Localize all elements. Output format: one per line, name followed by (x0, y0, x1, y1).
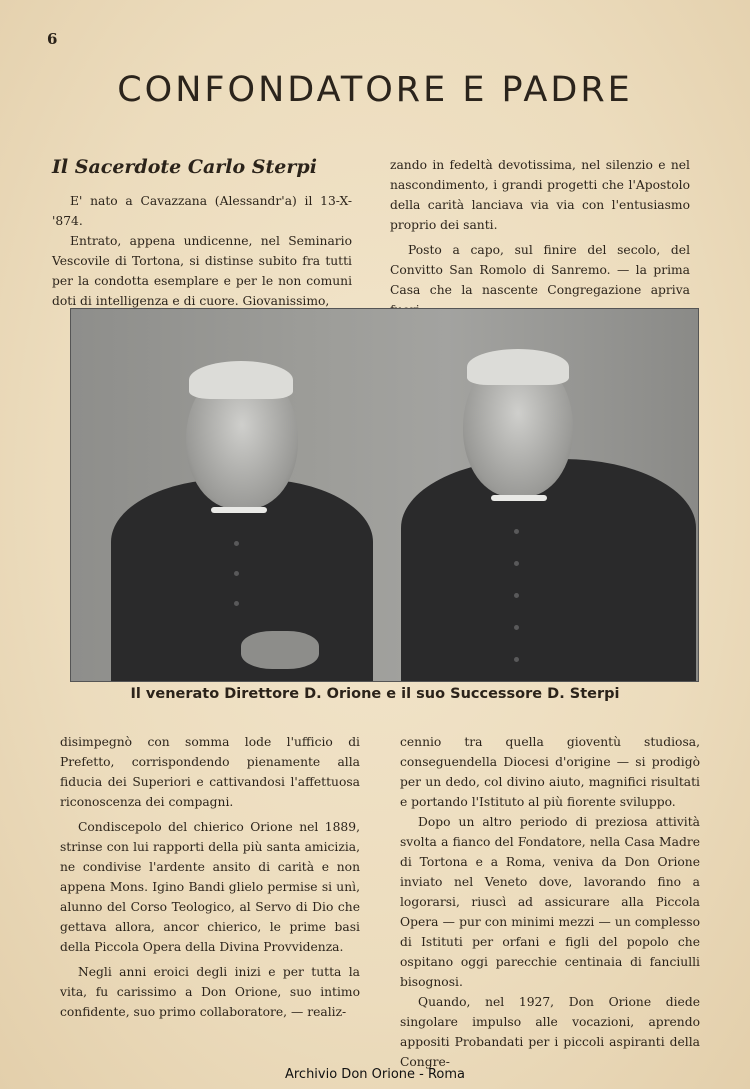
paragraph: Dopo un altro periodo di preziosa attività svolta a fianco del Fondatore, nella Casa Madre di Tortona e a Roma, veniva da Don Orione inviato nel Veneto dove, lavorando fino a logorarsi, riuscì ad assicurare alla Piccola Opera — pur con minimi mezzi — un complesso di Istituti per orfani e figli del popolo che ospitano oggi parecchie centinaia di fanciulli bisognosi. (400, 815, 700, 989)
paragraph: Negli anni eroici degli inizi e per tutta la vita, fu carissimo a Don Orione, suo intimo confidente, suo primo collaboratore, — realiz- (60, 965, 360, 1019)
paragraph: zando in fedeltà devotissima, nel silenzio e nel nascondimento, i grandi progetti che l'Apostolo della carità lanciava via via con l'entusiasmo proprio dei santi. (390, 158, 690, 232)
paragraph: cennio tra quella gioventù studiosa, conseguendella Diocesi d'origine — si prodigò per un dedo, col divino aiuto, magnifici risultati e portando l'Istituto al più fiorente sviluppo. (400, 735, 700, 809)
paragraph: Posto a capo, sul finire del secolo, del Convitto San Romolo di Sanremo. — la prima Casa che la nascente Congregazione apriva (390, 243, 690, 297)
page-title: CONFONDATORE E PADRE (117, 70, 633, 110)
article-subtitle: Il Sacerdote Carlo Sterpi (52, 156, 317, 178)
paragraph: E' nato a Cavazzana (Alessandr'a) il 13-X-'874. (52, 194, 352, 228)
article-column-top-right (390, 155, 690, 320)
priest-figure-left (71, 309, 381, 681)
page-number: 6 (47, 30, 58, 48)
portrait-photograph (70, 308, 699, 682)
archive-footer: Archivio Don Orione - Roma (284, 1067, 466, 1082)
paragraph: Quando, nel 1927, Don Orione diede singolare impulso alle vocazioni, aprendo appositi Probandati per i piccoli aspiranti della Congre- (400, 995, 700, 1069)
paragraph: Condiscepolo del chierico Orione nel 1889, strinse con lui rapporti della più santa amicizia, ne condivise l'ardente ansito di carità e non appena Mons. Igino Bandi glielo permise si unì, alunno del Corso Teologico, al Servo di Dio che gettava allora, ancor chierico, le prime basi della Piccola Opera della Divina Provvidenza. (60, 820, 360, 954)
article-column-top-left (52, 155, 352, 311)
photo-caption: Il venerato Direttore D. Orione e il suo Successore D. Sterpi (130, 686, 620, 702)
article-column-bottom-left (60, 732, 360, 1022)
paragraph: Entrato, appena undicenne, nel Seminario Vescovile di Tortona, si distinse subito fra tutti per la condotta esemplare e per le non comuni doti di intelligenza e di cuore. Giovanissimo, (52, 234, 352, 308)
article-column-bottom-right (400, 732, 700, 1072)
paragraph: disimpegnò con somma lode l'ufficio di Prefetto, corrispondendo pienamente alla fiducia dei Superiori e cattivandosi l'affettuosa riconoscenza dei compagni. (60, 735, 360, 809)
priest-figure-right (381, 309, 698, 681)
